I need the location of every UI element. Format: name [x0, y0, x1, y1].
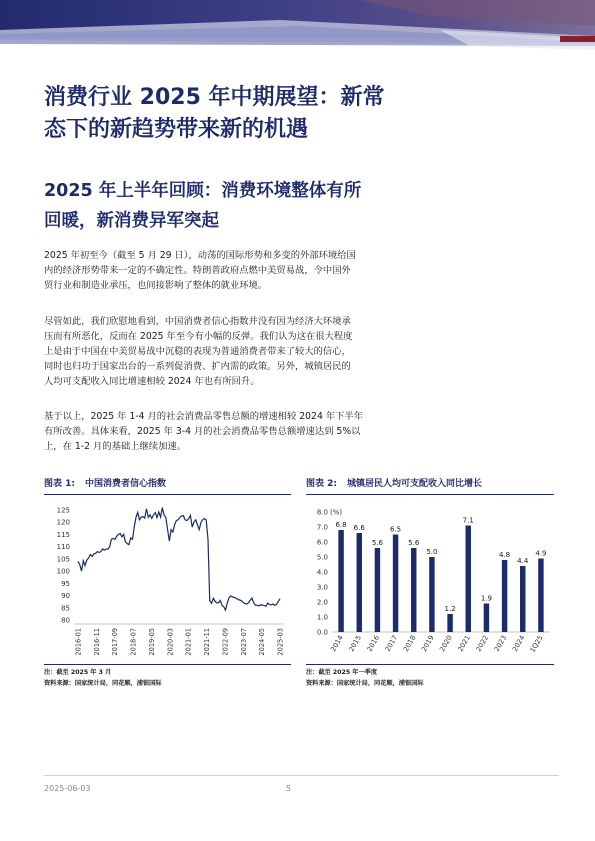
- y-tick-label: 0.0: [316, 628, 328, 637]
- x-tick-label: 2016: [365, 634, 382, 653]
- bar-value-label: 4.4: [517, 557, 529, 565]
- x-tick-label: 2023: [492, 634, 509, 653]
- bar: [411, 548, 416, 632]
- bar-value-label: 5.0: [426, 548, 438, 556]
- x-tick-label: 2022: [474, 634, 491, 653]
- y-tick-label: 1.0: [316, 613, 328, 622]
- x-tick-label: 2025-03: [276, 628, 285, 656]
- x-tick-label: 2022-09: [221, 628, 230, 656]
- bar-value-label: 4.9: [535, 549, 547, 558]
- bar-chart-svg: [306, 500, 556, 662]
- y-tick-label: 6.0: [316, 538, 328, 547]
- x-tick-label: 2019: [420, 634, 436, 653]
- figure-1-note: 注：截至 2025 年 3 月: [44, 669, 112, 676]
- bar: [357, 533, 362, 632]
- footer-rule: [44, 775, 559, 776]
- figure-1-rule: [44, 664, 291, 665]
- x-tick-label: 2016-11: [92, 628, 101, 656]
- income-growth-bar-chart: [306, 500, 556, 662]
- bar-value-label: 7.1: [462, 516, 474, 525]
- x-tick-label: 2024-05: [258, 628, 267, 656]
- figure-1-source: 资料来源：国家统计局，同花顺，浦银国际: [44, 680, 162, 687]
- y-tick-label: 110: [56, 543, 70, 552]
- x-tick-label: 2024: [510, 634, 527, 653]
- bar-value-label: 6.8: [335, 521, 347, 529]
- header-banner-graphic: [0, 0, 595, 50]
- y-tick-label: 7.0: [316, 523, 328, 532]
- series-line: [78, 508, 280, 611]
- y-tick-label: 95: [61, 579, 70, 588]
- y-tick-label: 90: [61, 592, 70, 601]
- x-tick-label: 2014: [329, 634, 345, 653]
- bar-value-label: 5.6: [371, 539, 383, 547]
- y-tick-label: 4.0: [316, 568, 328, 577]
- figure-2-caption: 城镇居民人均可支配收入同比增长: [347, 479, 483, 489]
- y-tick-label: 2.0: [316, 598, 328, 607]
- x-tick-label: 2019-05: [147, 628, 156, 656]
- figure-1-caption: 中国消费者信心指数: [85, 479, 167, 489]
- x-tick-label: 2017-09: [111, 628, 120, 656]
- x-tick-label: 2020: [438, 634, 454, 653]
- body-paragraph: [44, 409, 444, 454]
- body-paragraph: [44, 248, 444, 293]
- bar: [484, 604, 489, 633]
- y-tick-label: 8.0: [316, 508, 328, 517]
- x-tick-label: 2021-01: [184, 628, 193, 656]
- y-tick-label: 125: [56, 506, 70, 515]
- figure-2-title: [306, 473, 554, 495]
- figure-1-title: [44, 473, 291, 495]
- paragraph-line: 有所改善。具体来看，2025 年 3-4 月的社会消费品零售总额增速达到 5%以: [44, 426, 361, 437]
- bar: [520, 566, 525, 632]
- figure-2-rule: [306, 664, 554, 665]
- x-tick-label: 2018-07: [129, 628, 138, 656]
- paragraph-line: 压而有所恶化，反而在 2025 年至今有小幅的反弹。我们认为这在很大程度: [44, 331, 353, 342]
- x-tick-label: 2016-01: [74, 628, 83, 656]
- paragraph-line: 内的经济形势带来一定的不确定性。特朗普政府点燃中美贸易战，令中国外: [44, 265, 351, 276]
- consumer-confidence-line-chart: [44, 500, 294, 662]
- bar-value-label: 5.6: [408, 539, 420, 547]
- x-tick-label: 2021: [456, 634, 472, 653]
- figure-2-source: 资料来源：国家统计局，同花顺，浦银国际: [306, 680, 424, 687]
- x-tick-label: 2021-11: [203, 628, 212, 656]
- page-number: 5: [286, 784, 292, 793]
- header-banner: [0, 0, 595, 50]
- y-axis-unit: (%): [330, 508, 343, 517]
- x-tick-label: 2017: [383, 634, 400, 653]
- paragraph-line: 同时也归功于国家出台的一系列促消费、扩内需的政策。另外，城镇居民的: [44, 361, 351, 372]
- paragraph-line: 人均可支配收入同比增速相较 2024 年也有所回升。: [44, 376, 260, 387]
- figure-1-number: 图表 1:: [44, 479, 75, 489]
- bar: [375, 548, 380, 632]
- y-tick-label: 3.0: [316, 583, 328, 592]
- y-tick-label: 105: [56, 555, 70, 564]
- bar-value-label: 6.6: [353, 524, 365, 532]
- paragraph-line: 基于以上，2025 年 1-4 月的社会消费品零售总额的增速相较 2024 年下半年: [44, 411, 363, 422]
- section-heading-line: 2025 年上半年回顾：消费环境整体有所: [44, 181, 362, 201]
- section-heading-line: 回暖，新消费异军突起: [44, 211, 219, 231]
- bar-value-label: 4.8: [499, 551, 511, 559]
- bar: [466, 526, 471, 633]
- y-tick-label: 100: [56, 567, 70, 576]
- x-tick-label: 1Q25: [528, 634, 545, 654]
- figure-2-number: 图表 2:: [306, 479, 337, 489]
- bar-value-label: 6.5: [390, 525, 402, 534]
- y-tick-label: 5.0: [316, 553, 328, 562]
- bar: [447, 614, 452, 632]
- x-tick-label: 2023-07: [239, 628, 248, 656]
- bar: [338, 530, 343, 632]
- paragraph-line: 上是由于中国在中美贸易战中沉稳的表现为普通消费者带来了较大的信心，: [44, 346, 351, 357]
- bar-value-label: 1.9: [480, 594, 492, 603]
- y-tick-label: 115: [56, 530, 70, 539]
- body-paragraph: [44, 314, 444, 389]
- page-title: [44, 82, 464, 146]
- line-chart-svg: [44, 500, 294, 662]
- footer-date: 2025-06-03: [44, 784, 91, 793]
- y-tick-label: 85: [61, 604, 70, 613]
- paragraph-line: 2025 年初至今（截至 5 月 29 日），动荡的国际形势和多变的外部环境给国: [44, 250, 356, 261]
- bar-value-label: 1.2: [444, 605, 456, 613]
- bar: [393, 535, 398, 633]
- bar: [429, 557, 434, 632]
- y-tick-label: 120: [56, 518, 70, 527]
- x-tick-label: 2015: [347, 634, 363, 653]
- x-tick-label: 2020-03: [166, 628, 175, 656]
- paragraph-line: 贸行业和制造业承压，也间接影响了整体的就业环境。: [44, 280, 268, 291]
- figure-2-note: 注：截至 2025 年一季度: [306, 669, 378, 676]
- x-tick-label: 2018: [401, 634, 418, 653]
- paragraph-line: 上，在 1-2 月的基础上继续加速。: [44, 441, 186, 452]
- page-title-line: 态下的新趋势带来新的机遇: [44, 117, 309, 142]
- y-tick-label: 80: [61, 616, 70, 625]
- bar: [502, 560, 507, 632]
- bar: [538, 559, 543, 633]
- page-title-line: 消费行业 2025 年中期展望：新常: [44, 85, 385, 110]
- paragraph-line: 尽管如此，我们欣慰地看到，中国消费者信心指数并没有因为经济大环境承: [44, 316, 351, 327]
- section-heading: [44, 176, 464, 236]
